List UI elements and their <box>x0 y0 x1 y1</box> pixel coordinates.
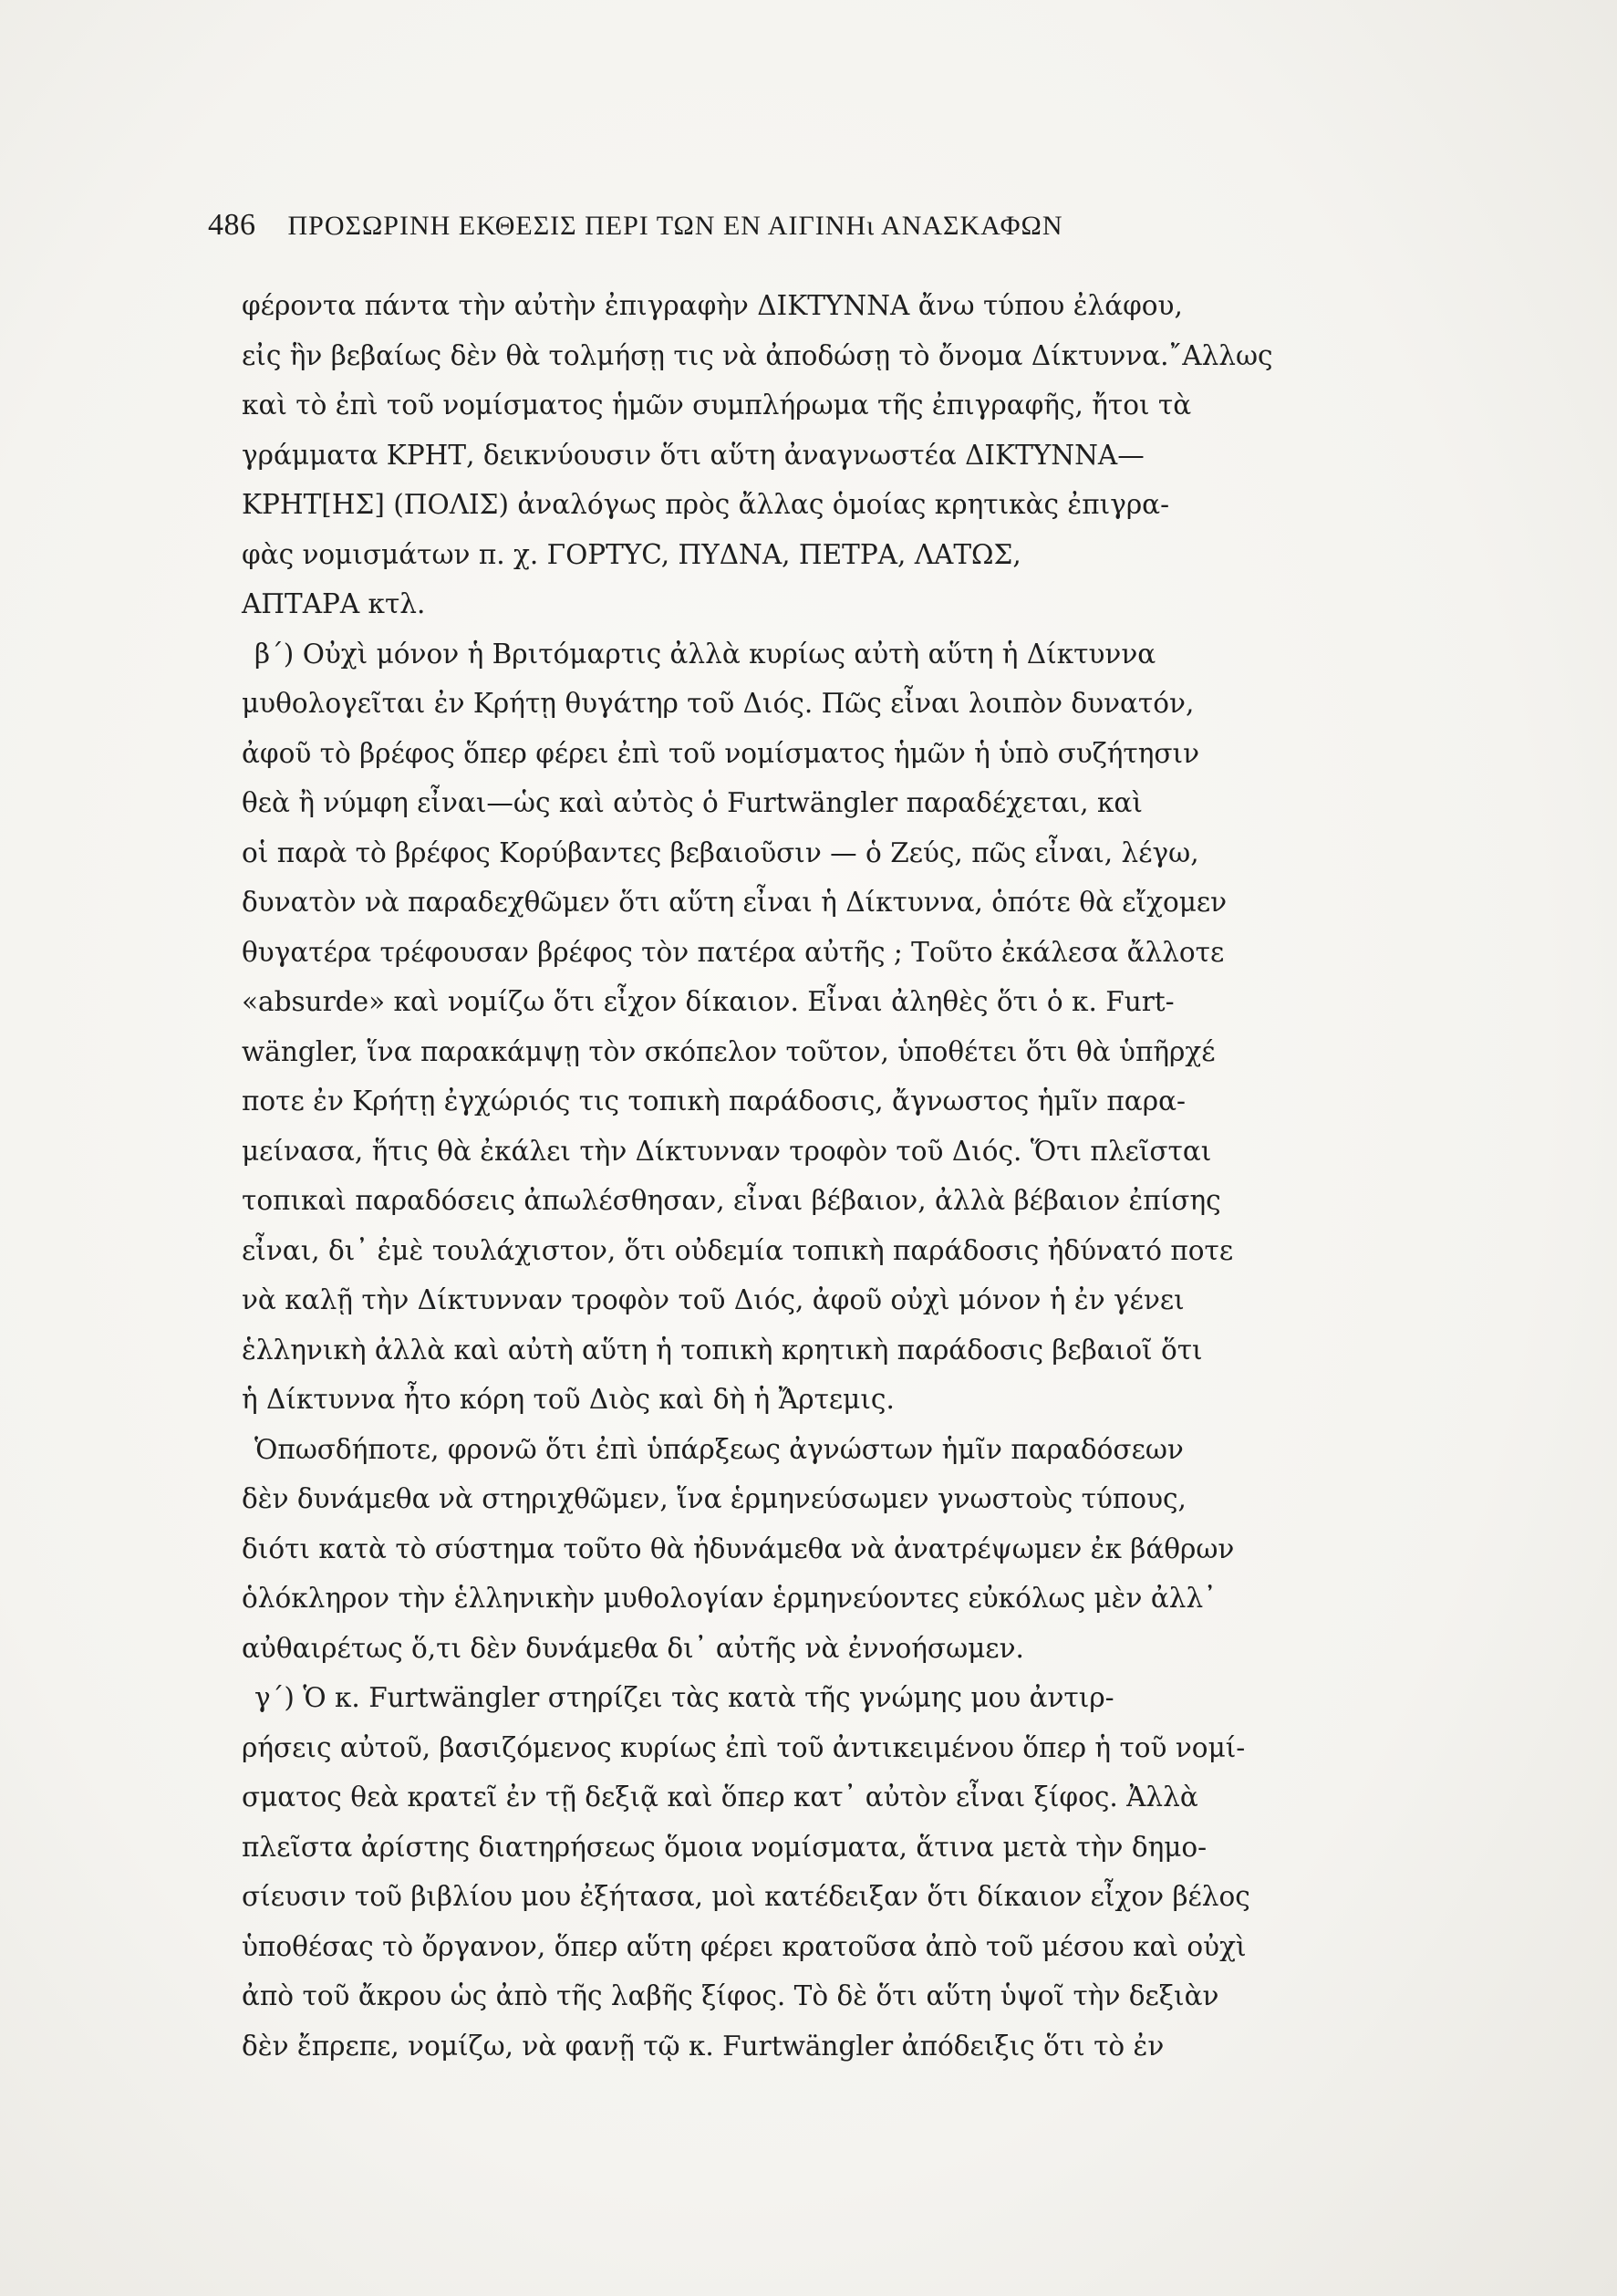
text-line: ἀφοῦ τὸ βρέφος ὅπερ φέρει ἐπὶ τοῦ νομίσματος ἡμῶν ἡ ὑπὸ συζήτησιν <box>242 737 1200 769</box>
body-text <box>242 281 1350 2071</box>
text-line: θυγατέρα τρέφουσαν βρέφος τὸν πατέρα αὐτῆς ; Τοῦτο ἐκάλεσα ἄλλοτε <box>242 936 1225 968</box>
running-title: ΠΡΟΣΩΡΙΝΗ ΕΚΘΕΣΙΣ ΠΕΡΙ ΤΩΝ ΕΝ ΑΙΓΙΝΗι ΑΝΑΣΚΑΦΩΝ <box>287 211 1063 241</box>
text-line: ἡ Δίκτυννα ἦτο κόρη τοῦ Διὸς καὶ δὴ ἡ Ἄρτεμις. <box>242 1384 895 1415</box>
text-line: «absurde» καὶ νομίζω ὅτι εἶχον δίκαιον. Εἶναι ἀληθὲς ὅτι ὁ κ. Furt- <box>242 986 1175 1017</box>
text-line: οἱ παρὰ τὸ βρέφος Κορύβαντες βεβαιοῦσιν — ὁ Ζεύς, πῶς εἶναι, λέγω, <box>242 836 1199 868</box>
text-line: ρήσεις αὐτοῦ, βασιζόμενος κυρίως ἐπὶ τοῦ ἀντικειμένου ὅπερ ἡ τοῦ νομί- <box>242 1731 1246 1763</box>
text-line: wängler, ἵνα παρακάμψῃ τὸν σκόπελον τοῦτον, ὑποθέτει ὅτι θὰ ὑπῆρχέ <box>242 1035 1216 1067</box>
text-line: ὁλόκληρον τὴν ἑλληνικὴν μυθολογίαν ἑρμηνεύοντες εὐκόλως μὲν ἀλλ᾽ <box>242 1583 1217 1614</box>
text-line: διότι κατὰ τὸ σύστημα τοῦτο θὰ ἠδυνάμεθα νὰ ἀνατρέψωμεν ἐκ βάθρων <box>242 1532 1235 1564</box>
text-line: δὲν δυνάμεθα νὰ στηριχθῶμεν, ἵνα ἑρμηνεύσωμεν γνωστοὺς τύπους, <box>242 1483 1187 1514</box>
text-line: ἀπὸ τοῦ ἄκρου ὡς ἀπὸ τῆς λαβῆς ξίφος. Τὸ δὲ ὅτι αὕτη ὑψοῖ τὴν δεξιὰν <box>242 1980 1219 2011</box>
text-line: φέροντα πάντα τὴν αὐτὴν ἐπιγραφὴν ΔΙΚΤΥΝΝΑ ἄνω τύπου ἐλάφου, <box>242 290 1183 321</box>
text-line: φὰς νομισμάτων π. χ. ΓΟΡΤΥC, ΠΥΔΝΑ, ΠΕΤΡΑ, ΛΑΤΩΣ, <box>242 538 1021 570</box>
paragraph-start-line: β´) Οὐχὶ μόνον ἡ Βριτόμαρτις ἀλλὰ κυρίως αὐτὴ αὕτη ἡ Δίκτυννα <box>254 638 1156 670</box>
text-line: μυθολογεῖται ἐν Κρήτῃ θυγάτηρ τοῦ Διός. Πῶς εἶναι λοιπὸν δυνατόν, <box>242 688 1195 719</box>
text-line: γράμματα ΚΡΗΤ, δεικνύουσιν ὅτι αὕτη ἀναγνωστέα ΔΙΚΤΥΝΝΑ— <box>242 439 1145 471</box>
paragraph-start-line: Ὁπωσδήποτε, φρονῶ ὅτι ἐπὶ ὑπάρξεως ἀγνώστων ἡμῖν παραδόσεων <box>254 1433 1184 1465</box>
text-line: σματος θεὰ κρατεῖ ἐν τῇ δεξιᾷ καὶ ὅπερ κατ᾽ αὐτὸν εἶναι ξίφος. Ἀλλὰ <box>242 1782 1198 1813</box>
text-line: ποτε ἐν Κρήτῃ ἐγχώριός τις τοπικὴ παράδοσις, ἄγνωστος ἡμῖν παρα- <box>242 1086 1186 1117</box>
running-header <box>208 208 1339 243</box>
text-line: καὶ τὸ ἐπὶ τοῦ νομίσματος ἡμῶν συμπλήρωμα τῆς ἐπιγραφῆς, ἤτοι τὰ <box>242 390 1192 421</box>
text-line: πλεῖστα ἀρίστης διατηρήσεως ὅμοια νομίσματα, ἅτινα μετὰ τὴν δημο- <box>242 1831 1208 1863</box>
text-line: ὑποθέσας τὸ ὄργανον, ὅπερ αὕτη φέρει κρατοῦσα ἀπὸ τοῦ μέσου καὶ οὐχὶ <box>242 1930 1247 1962</box>
text-line: θεὰ ἢ νύμφη εἶναι—ὡς καὶ αὐτὸς ὁ Furtwängler παραδέχεται, καὶ <box>242 787 1143 818</box>
text-line: εἰς ἣν βεβαίως δὲν θὰ τολμήσῃ τις νὰ ἀποδώσῃ τὸ ὄνομα Δίκτυννα.῎Αλλως <box>242 339 1273 371</box>
text-line: νὰ καλῇ τὴν Δίκτυνναν τροφὸν τοῦ Διός, ἀφοῦ οὐχὶ μόνον ἡ ἐν γένει <box>242 1284 1185 1315</box>
text-line: τοπικαὶ παραδόσεις ἀπωλέσθησαν, εἶναι βέβαιον, ἀλλὰ βέβαιον ἐπίσης <box>242 1185 1221 1216</box>
text-line: ΚΡΗΤ[ΗΣ] (ΠΟΛΙΣ) ἀναλόγως πρὸς ἄλλας ὁμοίας κρητικὰς ἐπιγρα- <box>242 489 1170 520</box>
paragraph-start-line: γ´) Ὁ κ. Furtwängler στηρίζει τὰς κατὰ τῆς γνώμης μου ἀντιρ- <box>254 1682 1114 1713</box>
text-line: αὐθαιρέτως ὅ,τι δὲν δυνάμεθα δι᾽ αὐτῆς νὰ ἐννοήσωμεν. <box>242 1632 1024 1664</box>
text-line: δυνατὸν νὰ παραδεχθῶμεν ὅτι αὕτη εἶναι ἡ Δίκτυννα, ὁπότε θὰ εἴχομεν <box>242 887 1228 918</box>
text-line: ἑλληνικὴ ἀλλὰ καὶ αὐτὴ αὕτη ἡ τοπικὴ κρητικὴ παράδοσις βεβαιοῖ ὅτι <box>242 1334 1203 1366</box>
text-line: σίευσιν τοῦ βιβλίου μου ἐξήτασα, μοὶ κατέδειξαν ὅτι δίκαιον εἶχον βέλος <box>242 1881 1250 1912</box>
text-line: μείνασα, ἥτις θὰ ἐκάλει τὴν Δίκτυνναν τροφὸν τοῦ Διός. Ὅτι πλεῖσται <box>242 1135 1212 1167</box>
text-line: εἶναι, δι᾽ ἐμὲ τουλάχιστον, ὅτι οὐδεμία τοπικὴ παράδοσις ἠδύνατό ποτε <box>242 1234 1234 1266</box>
text-line: δὲν ἔπρεπε, νομίζω, νὰ φανῇ τῷ κ. Furtwängler ἀπόδειξις ὅτι τὸ ἐν <box>242 2030 1165 2062</box>
text-line: ΑΠΤΑΡΑ κτλ. <box>242 588 426 619</box>
page-number: 486 <box>208 208 256 242</box>
